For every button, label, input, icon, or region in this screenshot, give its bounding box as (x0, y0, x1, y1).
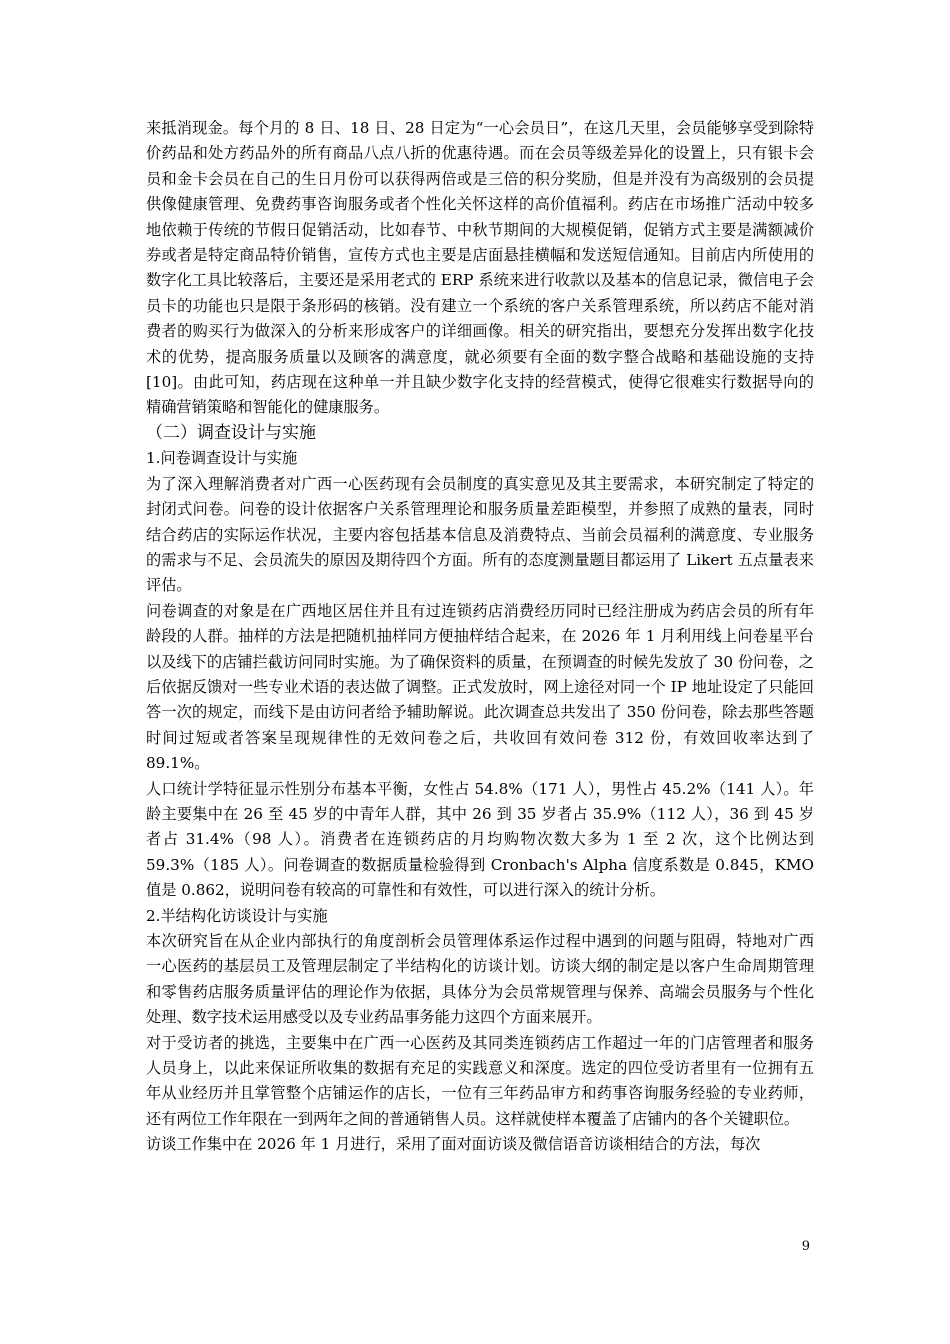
body-paragraph: 本次研究旨在从企业内部执行的角度剖析会员管理体系运作过程中遇到的问题与阻碍，特地对广西一心医药的基层员工及管理层制定了半结构化的访谈计划。访谈大纲的制定是以客户生命周期管理和零售药店服务质量评估的理论作为依据，具体分为会员常规管理与保养、高端会员服务与个性化处理、数字技术运用感受以及专业药品事务能力这四个方面来展开。 (146, 932, 814, 1027)
subsection-heading-interview: 2.半结构化访谈设计与实施 (146, 906, 328, 925)
body-paragraph: 对于受访者的挑选，主要集中在广西一心医药及其同类连锁药店工作超过一年的门店管理者和服务人员身上，以此来保证所收集的数据有充足的实践意义和深度。选定的四位受访者里有一位拥有五年从业经历并且掌管整个店铺运作的店长，一位有三年药品审方和药事咨询服务经验的专业药师，还有两位工作年限在一到两年之间的普通销售人员。这样就使样本覆盖了店铺内的各个关键职位。 (146, 1033, 814, 1128)
body-paragraph: 问卷调查的对象是在广西地区居住并且有过连锁药店消费经历同时已经注册成为药店会员的所有年龄段的人群。抽样的方法是把随机抽样同方便抽样结合起来，在 2026 年 1 月利用线上问卷星平台以及线下的店铺拦截访问同时实施。为了确保资料的质量，在预调查的时候先发放了 30 份问卷，之后依据反馈对一些专业术语的表达做了调整。正式发放时，网上途径对同一个 IP 地址设定了只能回答一次的规定，而线下是由访问者给予辅助解说。此次调查总共发出了 350 份问卷，除去那些答题时间过短或者答案呈现规律性的无效问卷之后，共收回有效问卷 312 份，有效回收率达到了 89.1%。 (146, 601, 814, 773)
section-heading: （二）调查设计与实施 (146, 422, 316, 443)
subsection-heading-questionnaire: 1.问卷调查设计与实施 (146, 449, 298, 468)
page-body (146, 116, 814, 1158)
body-paragraph: 来抵消现金。每个月的 8 日、18 日、28 日定为“一心会员日”，在这几天里，会员能够享受到除特价药品和处方药品外的所有商品八点八折的优惠待遇。而在会员等级差异化的设置上，只有银卡会员和金卡会员在自己的生日月份可以获得两倍或是三倍的积分奖励，但是并没有为高级别的会员提供像健康管理、免费药事咨询服务或者个性化关怀这样的高价值福利。药店在市场推广活动中较多地依赖于传统的节假日促销活动，比如春节、中秋节期间的大规模促销，促销方式主要是满额减价券或者是特定商品特价销售，宣传方式也主要是店面悬挂横幅和发送短信通知。目前店内所使用的数字化工具比较落后，主要还是采用老式的 ERP 系统来进行收款以及基本的信息记录，微信电子会员卡的功能也只是限于条形码的核销。没有建立一个系统的客户关系管理系统，所以药店不能对消费者的购买行为做深入的分析来形成客户的详细画像。相关的研究指出，要想充分发挥出数字化技术的优势，提高服务质量以及顾客的满意度，就必须要有全面的数字整合战略和基础设施的支持[10]。由此可知，药店现在这种单一并且缺少数字化支持的经营模式，使得它很难实行数据导向的精确营销策略和智能化的健康服务。 (146, 119, 814, 417)
body-paragraph: 为了深入理解消费者对广西一心医药现有会员制度的真实意见及其主要需求，本研究制定了特定的封闭式问卷。问卷的设计依据客户关系管理理论和服务质量差距模型，并参照了成熟的量表，同时结合药店的实际运作状况，主要内容包括基本信息及消费特点、当前会员福利的满意度、专业服务的需求与不足、会员流失的原因及期待四个方面。所有的态度测量题目都运用了 Likert 五点量表来评估。 (146, 474, 814, 595)
body-paragraph: 访谈工作集中在 2026 年 1 月进行，采用了面对面访谈及微信语音访谈相结合的方法，每次 (146, 1135, 761, 1154)
page-number: 9 (801, 1239, 810, 1254)
body-paragraph: 人口统计学特征显示性别分布基本平衡，女性占 54.8%（171 人），男性占 45.2%（141 人）。年龄主要集中在 26 至 45 岁的中青年人群，其中 26 到 35 岁者占 35.9%（112 人），36 到 45 岁者占 31.4%（98 人）。消费者在连锁药店的月均购物次数大多为 1 至 2 次，这个比例达到 59.3%（185 人）。问卷调查的数据质量检验得到 Cronbach's Alpha 信度系数是 0.845，KMO 值是 0.862，说明问卷有较高的可靠性和有效性，可以进行深入的统计分析。 (146, 779, 814, 900)
